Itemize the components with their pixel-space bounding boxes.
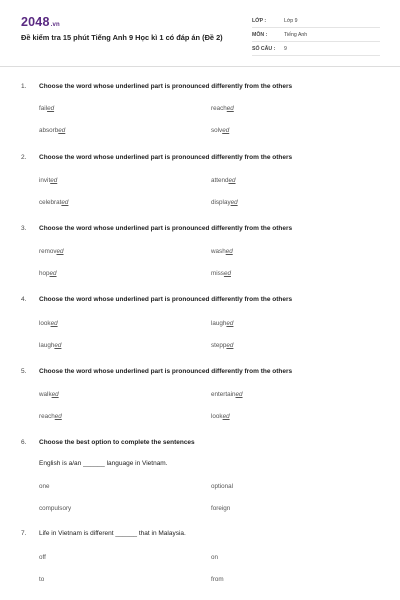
answer-option[interactable] (211, 554, 218, 561)
option-stem: display (211, 199, 231, 206)
meta-value: 9 (284, 46, 287, 52)
option-stem: reach (39, 413, 55, 420)
header-divider (0, 66, 400, 67)
answer-option[interactable] (211, 576, 224, 583)
option-underlined-part: ed (230, 199, 238, 206)
page-header (0, 0, 400, 66)
option-underlined-part: ed (49, 270, 57, 277)
option-underlined-part: ed (223, 270, 231, 277)
question-text: Choose the word whose underlined part is pronounced differently from the others (39, 83, 293, 90)
option-underlined-part: ed (58, 127, 66, 134)
answer-option[interactable] (39, 177, 57, 184)
meta-value: Tiếng Anh (284, 32, 308, 38)
answer-option[interactable] (39, 554, 46, 561)
option-stem: look (211, 413, 223, 420)
answer-option[interactable] (39, 391, 59, 398)
option-underlined-part: ed (50, 320, 58, 327)
question-number: 6. (21, 439, 27, 446)
question-text: Life in Vietnam is different ______ that in Malaysia. (39, 530, 186, 537)
option-stem: wash (211, 248, 226, 255)
question-number: 4. (21, 296, 27, 303)
option-stem: invit (39, 177, 51, 184)
option-stem: look (39, 320, 51, 327)
answer-option[interactable] (211, 483, 233, 490)
answer-option[interactable] (211, 320, 233, 327)
option-stem: optional (211, 483, 234, 490)
meta-label: MÔN : (252, 32, 268, 38)
question-number: 3. (21, 225, 27, 232)
question-text: Choose the word whose underlined part is pronounced differently from the others (39, 296, 293, 303)
option-stem: miss (211, 270, 224, 277)
option-stem: solv (211, 127, 223, 134)
answer-option[interactable] (39, 127, 65, 134)
option-underlined-part: ed (51, 391, 59, 398)
option-underlined-part: ed (226, 320, 234, 327)
option-stem: off (39, 554, 46, 561)
meta-row-subject (252, 29, 380, 42)
option-underlined-part: ed (228, 177, 236, 184)
option-underlined-part: ed (54, 342, 62, 349)
option-underlined-part: ed (47, 105, 55, 112)
answer-option[interactable] (211, 248, 233, 255)
option-stem: one (39, 483, 50, 490)
option-underlined-part: ed (226, 342, 234, 349)
answer-option[interactable] (39, 199, 68, 206)
question-number: 2. (21, 154, 27, 161)
option-stem: entertain (211, 391, 236, 398)
option-underlined-part: ed (61, 199, 69, 206)
answer-option[interactable] (39, 505, 71, 512)
answer-option[interactable] (211, 199, 238, 206)
option-stem: on (211, 554, 219, 561)
option-stem: foreign (211, 505, 231, 512)
option-underlined-part: ed (226, 105, 234, 112)
answer-option[interactable] (211, 391, 243, 398)
option-stem: attend (211, 177, 229, 184)
option-underlined-part: ed (56, 248, 64, 255)
question-text: Choose the word whose underlined part is pronounced differently from the others (39, 368, 293, 375)
page-title: Đề kiểm tra 15 phút Tiếng Anh 9 Học kì 1 có đáp án (Đề 2) (21, 33, 223, 42)
answer-option[interactable] (39, 270, 57, 277)
answer-option[interactable] (39, 576, 44, 583)
option-underlined-part: ed (50, 177, 58, 184)
answer-option[interactable] (211, 413, 230, 420)
option-underlined-part: ed (225, 248, 233, 255)
answer-option[interactable] (39, 483, 50, 490)
question-text: Choose the word whose underlined part is pronounced differently from the others (39, 225, 293, 232)
meta-value: Lớp 9 (284, 18, 298, 24)
option-stem: walk (39, 391, 52, 398)
meta-label: LỚP : (252, 18, 267, 24)
option-stem: stepp (211, 342, 227, 349)
option-stem: laugh (39, 342, 55, 349)
answer-option[interactable] (211, 177, 236, 184)
question-text: Choose the best option to complete the sentences (39, 439, 195, 446)
option-underlined-part: ed (235, 391, 243, 398)
answer-option[interactable] (211, 342, 233, 349)
answer-option[interactable] (211, 127, 229, 134)
site-logo[interactable] (21, 15, 60, 29)
answer-option[interactable] (39, 413, 62, 420)
option-stem: celebrat (39, 199, 62, 206)
answer-option[interactable] (211, 105, 234, 112)
question-text: Choose the word whose underlined part is pronounced differently from the others (39, 154, 293, 161)
answer-option[interactable] (211, 505, 230, 512)
option-stem: hop (39, 270, 50, 277)
question-number: 1. (21, 83, 27, 90)
question-number: 7. (21, 530, 27, 537)
option-stem: to (39, 576, 45, 583)
option-stem: compulsory (39, 505, 72, 512)
answer-option[interactable] (39, 320, 58, 327)
question-number: 5. (21, 368, 27, 375)
answer-option[interactable] (39, 105, 54, 112)
option-stem: absorb (39, 127, 59, 134)
meta-row-class (252, 15, 380, 28)
logo-text: 2048 (21, 15, 50, 29)
option-underlined-part: ed (222, 127, 230, 134)
option-underlined-part: ed (54, 413, 62, 420)
option-stem: remov (39, 248, 57, 255)
answer-option[interactable] (39, 342, 61, 349)
option-stem: fail (39, 105, 48, 112)
option-stem: from (211, 576, 224, 583)
meta-row-count (252, 43, 380, 56)
option-underlined-part: ed (222, 413, 230, 420)
meta-label: SỐ CÂU : (252, 46, 276, 52)
question-stem: English is a/an ______ language in Vietnam. (39, 460, 168, 467)
answer-option[interactable] (211, 270, 231, 277)
option-stem: laugh (211, 320, 227, 327)
answer-option[interactable] (39, 248, 64, 255)
option-stem: reach (211, 105, 227, 112)
logo-suffix: .vn (50, 22, 60, 28)
